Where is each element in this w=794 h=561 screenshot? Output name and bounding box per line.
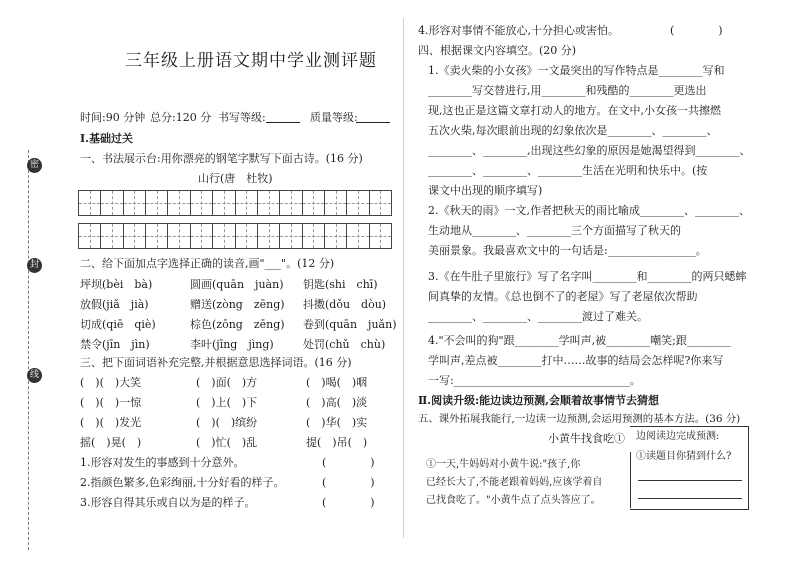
info-time: 时间:90 分钟 [80, 111, 146, 124]
poem-title: 山行(唐 杜牧) [198, 172, 273, 185]
section-reading: Ⅱ.阅读升级:能边读边预测,会顺着故事情节去猜想 [418, 394, 659, 407]
question-4: 四、根据课文内容填空。(20 分) [418, 44, 577, 57]
prediction-answer-line[interactable] [638, 498, 742, 499]
answer-paren[interactable]: ( ) [322, 456, 375, 469]
idiom-item[interactable]: ( )( )发光 [80, 416, 142, 429]
pinyin-item[interactable]: 李叶(jīng jìng) [190, 338, 274, 351]
answer-paren[interactable]: ( ) [670, 24, 723, 37]
fill-line[interactable]: 五次火柴,每次眼前出现的幻象依次是________、________、 [428, 124, 718, 137]
story-line: 己找食吃了。"小黄牛点了点头答应了。 [426, 495, 601, 506]
story-line: 已经长大了,不能老跟着妈妈,应该学着自 [426, 477, 603, 488]
seal-mark: 密 [27, 158, 42, 173]
fill-line: 现,这也正是这篇文章打动人的地方。在文中,小女孩一共擦燃 [428, 104, 721, 117]
info-writing-grade: 书写等级: [218, 111, 266, 124]
fill-line[interactable]: 2.《秋天的雨》一文,作者把秋天的雨比喻成________、________、 [428, 204, 750, 217]
idiom-item[interactable]: 摇( )晃( ) [80, 436, 142, 449]
meaning-item: 4.形容对事情不能放心,十分担心或害怕。 [418, 24, 619, 37]
pinyin-item[interactable]: 坪坝(bèi bà) [80, 278, 153, 291]
story-line: ①一天,牛妈妈对小黄牛说:"孩子,你 [426, 459, 581, 470]
seal-mark: 封 [27, 258, 42, 273]
idiom-item[interactable]: ( )高( )淡 [306, 396, 368, 409]
pinyin-item[interactable]: 处罚(chǔ chù) [303, 338, 386, 351]
info-total: 总分:120 分 [150, 111, 212, 124]
answer-paren[interactable]: ( ) [322, 496, 375, 509]
prediction-header: 边阅读边完成预测: [636, 431, 720, 442]
fill-line[interactable]: 生动地从________、________三个方面描写了秋天的 [428, 224, 681, 237]
idiom-item[interactable]: ( )忙( )乱 [196, 436, 258, 449]
question-1: 一、书法展示台:用你漂亮的钢笔字默写下面古诗。(16 分) [80, 152, 363, 165]
pinyin-item[interactable]: 禁令(jīn jìn) [80, 338, 150, 351]
writing-grid-row-2[interactable] [78, 223, 392, 249]
idiom-item[interactable]: ( )上( )下 [196, 396, 258, 409]
fill-line[interactable]: 一写:________________________________。 [428, 374, 641, 387]
fill-line: 间真挚的友情。《总也倒不了的老屋》写了老屋依次帮助 [428, 290, 698, 303]
writing-grade-blank[interactable] [266, 122, 300, 123]
fill-line[interactable]: 美丽景象。我最喜欢文中的一句话是:________________。 [428, 244, 707, 257]
pinyin-item[interactable]: 棕色(zōng zēng) [190, 318, 285, 331]
page-title: 三年级上册语文期中学业测评题 [125, 51, 377, 71]
pinyin-item[interactable]: 圆画(quān juàn) [190, 278, 284, 291]
idiom-item[interactable]: ( )( )缤纷 [196, 416, 258, 429]
question-3: 三、把下面词语补充完整,并根据意思选择词语。(16 分) [80, 356, 352, 369]
question-2: 二、给下面加点字选择正确的读音,画"___"。(12 分) [80, 257, 335, 270]
fill-line: 课文中出现的顺序填写) [428, 184, 543, 197]
idiom-item[interactable]: ( )喝( )咽 [306, 376, 368, 389]
info-quality-grade: 质量等级: [310, 111, 358, 124]
idiom-item[interactable]: ( )华( )实 [306, 416, 368, 429]
question-5: 五、课外拓展我能行,一边读一边预测,会运用预测的基本方法。(36 分) [418, 413, 741, 425]
fill-line[interactable]: ________、________,出现这些幻象的原因是她渴望得到________、 [428, 144, 751, 157]
idiom-item[interactable]: 提( )吊( ) [306, 436, 368, 449]
pinyin-item[interactable]: 抖擞(dǒu dòu) [303, 298, 387, 311]
fill-line[interactable]: ________、________、________生活在光明和快乐中。(按 [428, 164, 708, 177]
fill-line[interactable]: ________写交替进行,用________和残酷的________更选出 [428, 84, 707, 97]
fill-line[interactable]: 3.《在牛肚子里旅行》写了名字叫________和________的两只蟋蟀 [428, 270, 747, 283]
pinyin-item[interactable]: 赠送(zòng zēng) [190, 298, 285, 311]
writing-grid-row-1[interactable] [78, 190, 392, 216]
pinyin-item[interactable]: 切成(qiē qiè) [80, 318, 156, 331]
meaning-item: 1.形容对发生的事感到十分意外。 [80, 456, 245, 469]
pinyin-item[interactable]: 放假(jiǎ jià) [80, 298, 149, 311]
fill-line[interactable]: 1.《卖火柴的小女孩》一文最突出的写作特点是________写和 [428, 64, 725, 77]
pinyin-item[interactable]: 卷到(quān juǎn) [303, 318, 397, 331]
idiom-item[interactable]: ( )( )大笑 [80, 376, 142, 389]
quality-grade-blank[interactable] [356, 122, 390, 123]
page-divider [403, 18, 404, 538]
prediction-question: ①读题目你猜到什么? [636, 451, 732, 462]
prediction-answer-line[interactable] [638, 480, 742, 481]
idiom-item[interactable]: ( )面( )方 [196, 376, 258, 389]
meaning-item: 3.形容自得其乐或自以为是的样子。 [80, 496, 256, 509]
pinyin-item[interactable]: 钥匙(shi chī) [303, 278, 378, 291]
seal-mark: 线 [27, 368, 42, 383]
idiom-item[interactable]: ( )( )一惊 [80, 396, 142, 409]
fill-line[interactable]: 4."不会叫的狗"跟________学叫声,被________嘲笑;跟________ [428, 334, 731, 347]
answer-paren[interactable]: ( ) [322, 476, 375, 489]
section-basic: Ⅰ.基础过关 [80, 132, 133, 145]
meaning-item: 2.指颜色繁多,色彩绚丽,十分好看的样子。 [80, 476, 285, 489]
story-title: 小黄牛找食吃① [548, 432, 625, 445]
fill-line[interactable]: ________、________、________渡过了难关。 [428, 310, 648, 323]
fill-line[interactable]: 学叫声,差点被________打中……故事的结局会怎样呢?你来写 [428, 354, 724, 367]
binding-margin [28, 150, 41, 550]
